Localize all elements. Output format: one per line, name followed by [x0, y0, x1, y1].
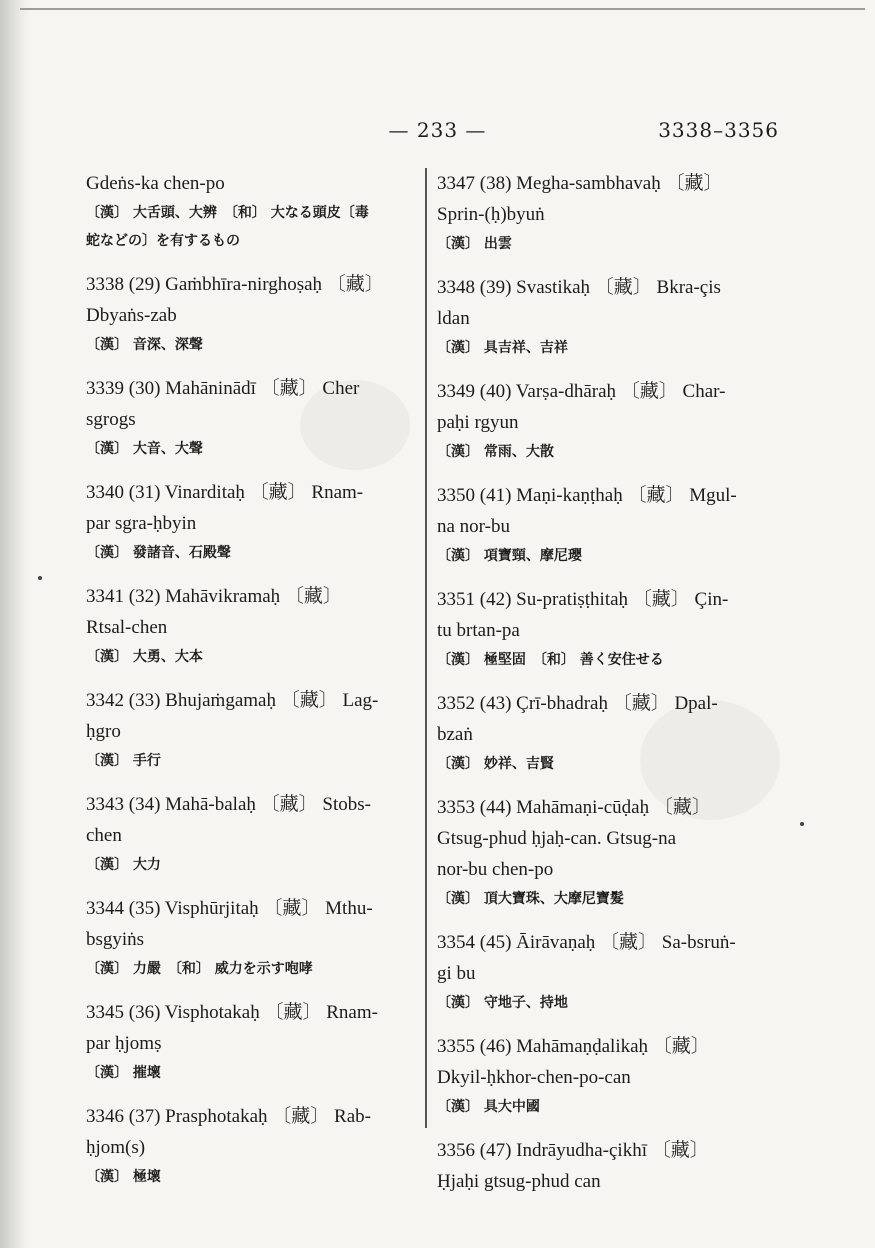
- entry-line: Gtsug-phud ḥjaḥ-can. Gtsug-na: [437, 828, 677, 849]
- entry-line: 3341 (32) Mahāvikramaḥ 〔藏〕: [86, 586, 342, 607]
- entry-line: 3354 (45) Āirāvaṇaḥ 〔藏〕 Sa-bsruṅ-: [437, 932, 736, 953]
- entry-line: 3342 (33) Bhujaṁgamaḥ 〔藏〕 Lag-: [86, 690, 379, 711]
- entry-line: ḥgro: [86, 721, 121, 742]
- scan-top-rule: [20, 8, 865, 10]
- entry-line: Ḥjaḥi gtsug-phud can: [437, 1171, 601, 1192]
- chinese-gloss: 〔漢〕 大舌頭、大辨 〔和〕 大なる頭皮〔毒: [86, 205, 369, 221]
- chinese-gloss: 〔漢〕 出雲: [437, 236, 512, 252]
- entry-line: paḥi rgyun: [437, 412, 519, 433]
- entry-3338: [86, 269, 416, 359]
- entry-line: sgrogs: [86, 409, 136, 430]
- chinese-gloss: 〔漢〕 具吉祥、吉祥: [437, 340, 568, 356]
- entry-line: ḥjom(s): [86, 1137, 146, 1158]
- chinese-gloss: 〔漢〕 大力: [86, 857, 161, 873]
- entry-3341: [86, 581, 416, 671]
- chinese-gloss: 〔漢〕 發諸音、石殿聲: [86, 545, 231, 561]
- chinese-gloss: 〔漢〕 具大中國: [437, 1099, 540, 1115]
- entry-3339: [86, 373, 416, 463]
- entry-3346: [86, 1101, 416, 1191]
- chinese-gloss: 〔漢〕 妙祥、吉賢: [437, 756, 554, 772]
- entry-line: nor-bu chen-po: [437, 859, 554, 880]
- entry-line: Gdeṅs-ka chen-po: [86, 173, 225, 194]
- chinese-gloss: 〔漢〕 極堅固 〔和〕 善く安住せる: [437, 652, 664, 668]
- entry-3354: [437, 927, 767, 1017]
- entry-line: 3350 (41) Maṇi-kaṇṭhaḥ 〔藏〕 Mgul-: [437, 485, 737, 506]
- entry-line: 3347 (38) Megha-sambhavaḥ 〔藏〕: [437, 173, 723, 194]
- entry-line: ldan: [437, 308, 470, 329]
- entry-line: Dkyil-ḥkhor-chen-po-can: [437, 1067, 631, 1088]
- entry-line: 3355 (46) Mahāmaṇḍalikaḥ 〔藏〕: [437, 1036, 710, 1057]
- column-divider: [425, 168, 427, 1128]
- entry-line: 3351 (42) Su-pratiṣṭhitaḥ 〔藏〕 Çin-: [437, 589, 729, 610]
- entry-line: gi bu: [437, 963, 476, 984]
- chinese-gloss: 蛇などの〕を有するもの: [86, 233, 240, 249]
- entry-line: bzaṅ: [437, 724, 473, 745]
- entry-line: 3344 (35) Visphūrjitaḥ 〔藏〕 Mthu-: [86, 898, 373, 919]
- chinese-gloss: 〔漢〕 大勇、大本: [86, 649, 203, 665]
- page-number: — 233 —: [388, 118, 487, 142]
- chinese-gloss: 〔漢〕 大音、大聲: [86, 441, 203, 457]
- entry-3353: [437, 792, 767, 913]
- entry-line: 3349 (40) Varṣa-dhāraḥ 〔藏〕 Char-: [437, 381, 726, 402]
- entry-3347: [437, 168, 767, 258]
- entry-3349: [437, 376, 767, 466]
- entry-range: 3338–3356: [658, 118, 779, 142]
- entry-line: 3348 (39) Svastikaḥ 〔藏〕 Bkra-çis: [437, 277, 721, 298]
- entry-line: chen: [86, 825, 122, 846]
- chinese-gloss: 〔漢〕 音深、深聲: [86, 337, 203, 353]
- right-column: [437, 168, 767, 1211]
- chinese-gloss: 〔漢〕 手行: [86, 753, 161, 769]
- scan-shadow-edge: [0, 0, 30, 1248]
- entry-3342: [86, 685, 416, 775]
- entry-3343: [86, 789, 416, 879]
- entry-line: Dbyaṅs-zab: [86, 305, 177, 326]
- chinese-gloss: 〔漢〕 頂大寶珠、大摩尼寶髮: [437, 891, 624, 907]
- entry-line: bsgyiṅs: [86, 929, 145, 950]
- ink-speck: [800, 822, 804, 826]
- entry-3351: [437, 584, 767, 674]
- entry-line: 3353 (44) Mahāmaṇi-cūḍaḥ 〔藏〕: [437, 797, 711, 818]
- chinese-gloss: 〔漢〕 常雨、大散: [437, 444, 554, 460]
- entry-line: par ḥjomṣ: [86, 1033, 162, 1054]
- entry-3356: [437, 1135, 767, 1197]
- entry-line: 3356 (47) Indrāyudha-çikhī 〔藏〕: [437, 1140, 709, 1161]
- entry-line: par sgra-ḥbyin: [86, 513, 197, 534]
- entry-3352: [437, 688, 767, 778]
- entry-line: 3346 (37) Prasphotakaḥ 〔藏〕 Rab-: [86, 1106, 371, 1127]
- chinese-gloss: 〔漢〕 摧壞: [86, 1065, 161, 1081]
- entry-line: 3343 (34) Mahā-balaḥ 〔藏〕 Stobs-: [86, 794, 371, 815]
- entry-line: Sprin-(ḥ)byuṅ: [437, 204, 545, 225]
- entry-line: Rtsal-chen: [86, 617, 168, 638]
- entry-line: na nor-bu: [437, 516, 510, 537]
- chinese-gloss: 〔漢〕 項寶頸、摩尼瓔: [437, 548, 582, 564]
- entry-3340: [86, 477, 416, 567]
- chinese-gloss: 〔漢〕 極壞: [86, 1169, 161, 1185]
- entry-line: 3338 (29) Gaṁbhīra-nirghoṣaḥ 〔藏〕: [86, 274, 384, 295]
- entry-line: 3340 (31) Vinarditaḥ 〔藏〕 Rnam-: [86, 482, 364, 503]
- chinese-gloss: 〔漢〕 守地子、持地: [437, 995, 568, 1011]
- entry-3348: [437, 272, 767, 362]
- chinese-gloss: 〔漢〕 力嚴 〔和〕 威力を示す咆哮: [86, 961, 313, 977]
- entry-line: tu brtan-pa: [437, 620, 520, 641]
- entry-3337-continuation: [86, 168, 416, 255]
- entry-line: 3345 (36) Visphotakaḥ 〔藏〕 Rnam-: [86, 1002, 378, 1023]
- entry-line: 3352 (43) Çrī-bhadraḥ 〔藏〕 Dpal-: [437, 693, 718, 714]
- entry-3350: [437, 480, 767, 570]
- entry-line: 3339 (30) Mahāninādī 〔藏〕 Cher: [86, 378, 360, 399]
- entry-3344: [86, 893, 416, 983]
- entry-3345: [86, 997, 416, 1087]
- entry-3355: [437, 1031, 767, 1121]
- ink-speck: [38, 576, 42, 580]
- left-column: [86, 168, 416, 1205]
